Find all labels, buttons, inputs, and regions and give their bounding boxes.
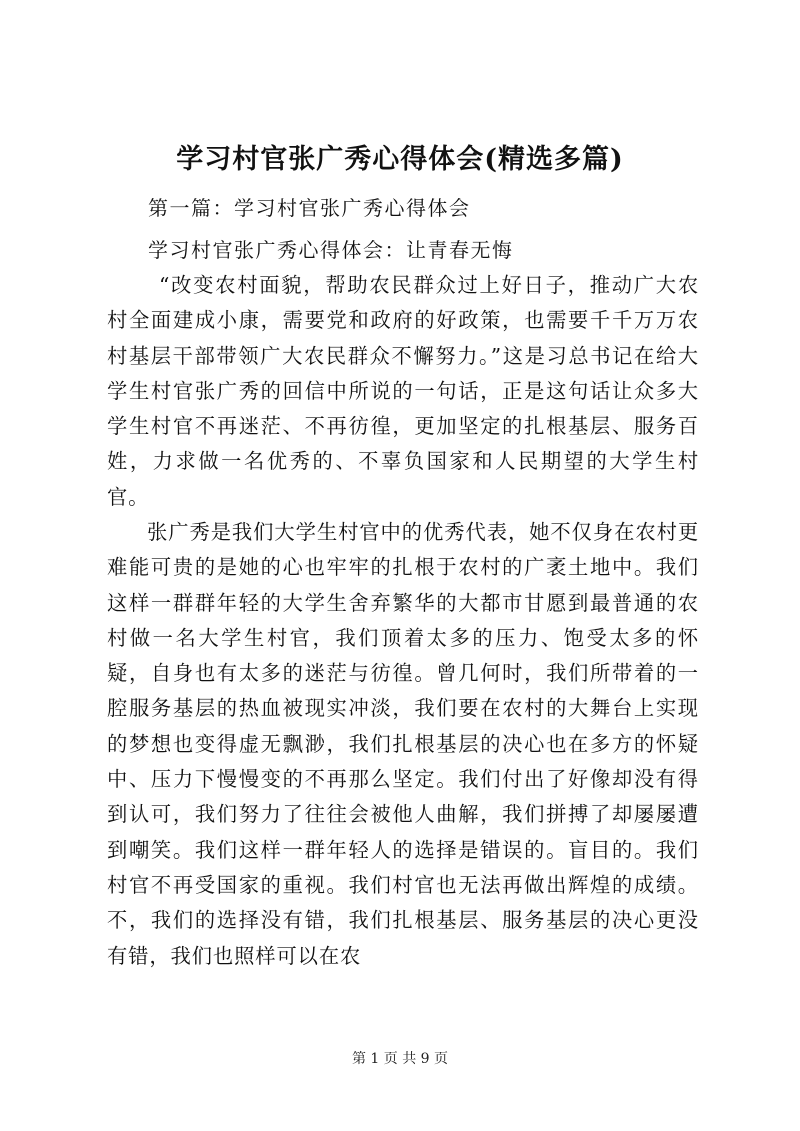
document-title: 学习村官张广秀心得体会(精选多篇) [176, 144, 624, 175]
page-footer: 第 1 页 共 9 页 [351, 1051, 449, 1067]
subheading: 学习村官张广秀心得体会：让青春无悔 [148, 238, 514, 262]
paragraph-2: 张广秀是我们大学生村官中的优秀代表，她不仅身在农村更难能可贵的是她的心也牢牢的扎根于农村的广袤土地中。我们这样一群群年轻的大学生舍弃繁华的大都市甘愿到最普通的农村做一名大学生村官，我们顶着太多的压力、饱受太多的怀疑，自身也有太多的迷茫与彷徨。曾几何时，我们所带着的一腔服务基层的热血被现实冲淡，我们要在农村的大舞台上实现的梦想也变得虚无飘渺，我们扎根基层的决心也在多方的怀疑中、压力下慢慢变的不再那么坚定。我们付出了好像却没有得到认可，我们努力了往往会被他人曲解，我们拼搏了却屡屡遭到嘲笑。我们这样一群年轻人的选择是错误的。盲目的。我们村官不再受国家的重视。我们村官也无法再做出辉煌的成绩。不，我们的选择没有错，我们扎根基层、服务基层的决心更没有错，我们也照样可以在农 [107, 520, 699, 968]
paragraph-1: “改变农村面貌，帮助农民群众过上好日子，推动广大农村全面建成小康，需要党和政府的好政策，也需要千千万万农村基层干部带领广大农民群众不懈努力。”这是习总书记在给大学生村官张广秀的回信中所说的一句话，正是这句话让众多大学生村官不再迷茫、不再彷徨，更加坚定的扎根基层、服务百姓，力求做一名优秀的、不辜负国家和人民期望的大学生村官。 [107, 273, 699, 509]
section-heading: 第一篇：学习村官张广秀心得体会 [148, 196, 471, 220]
